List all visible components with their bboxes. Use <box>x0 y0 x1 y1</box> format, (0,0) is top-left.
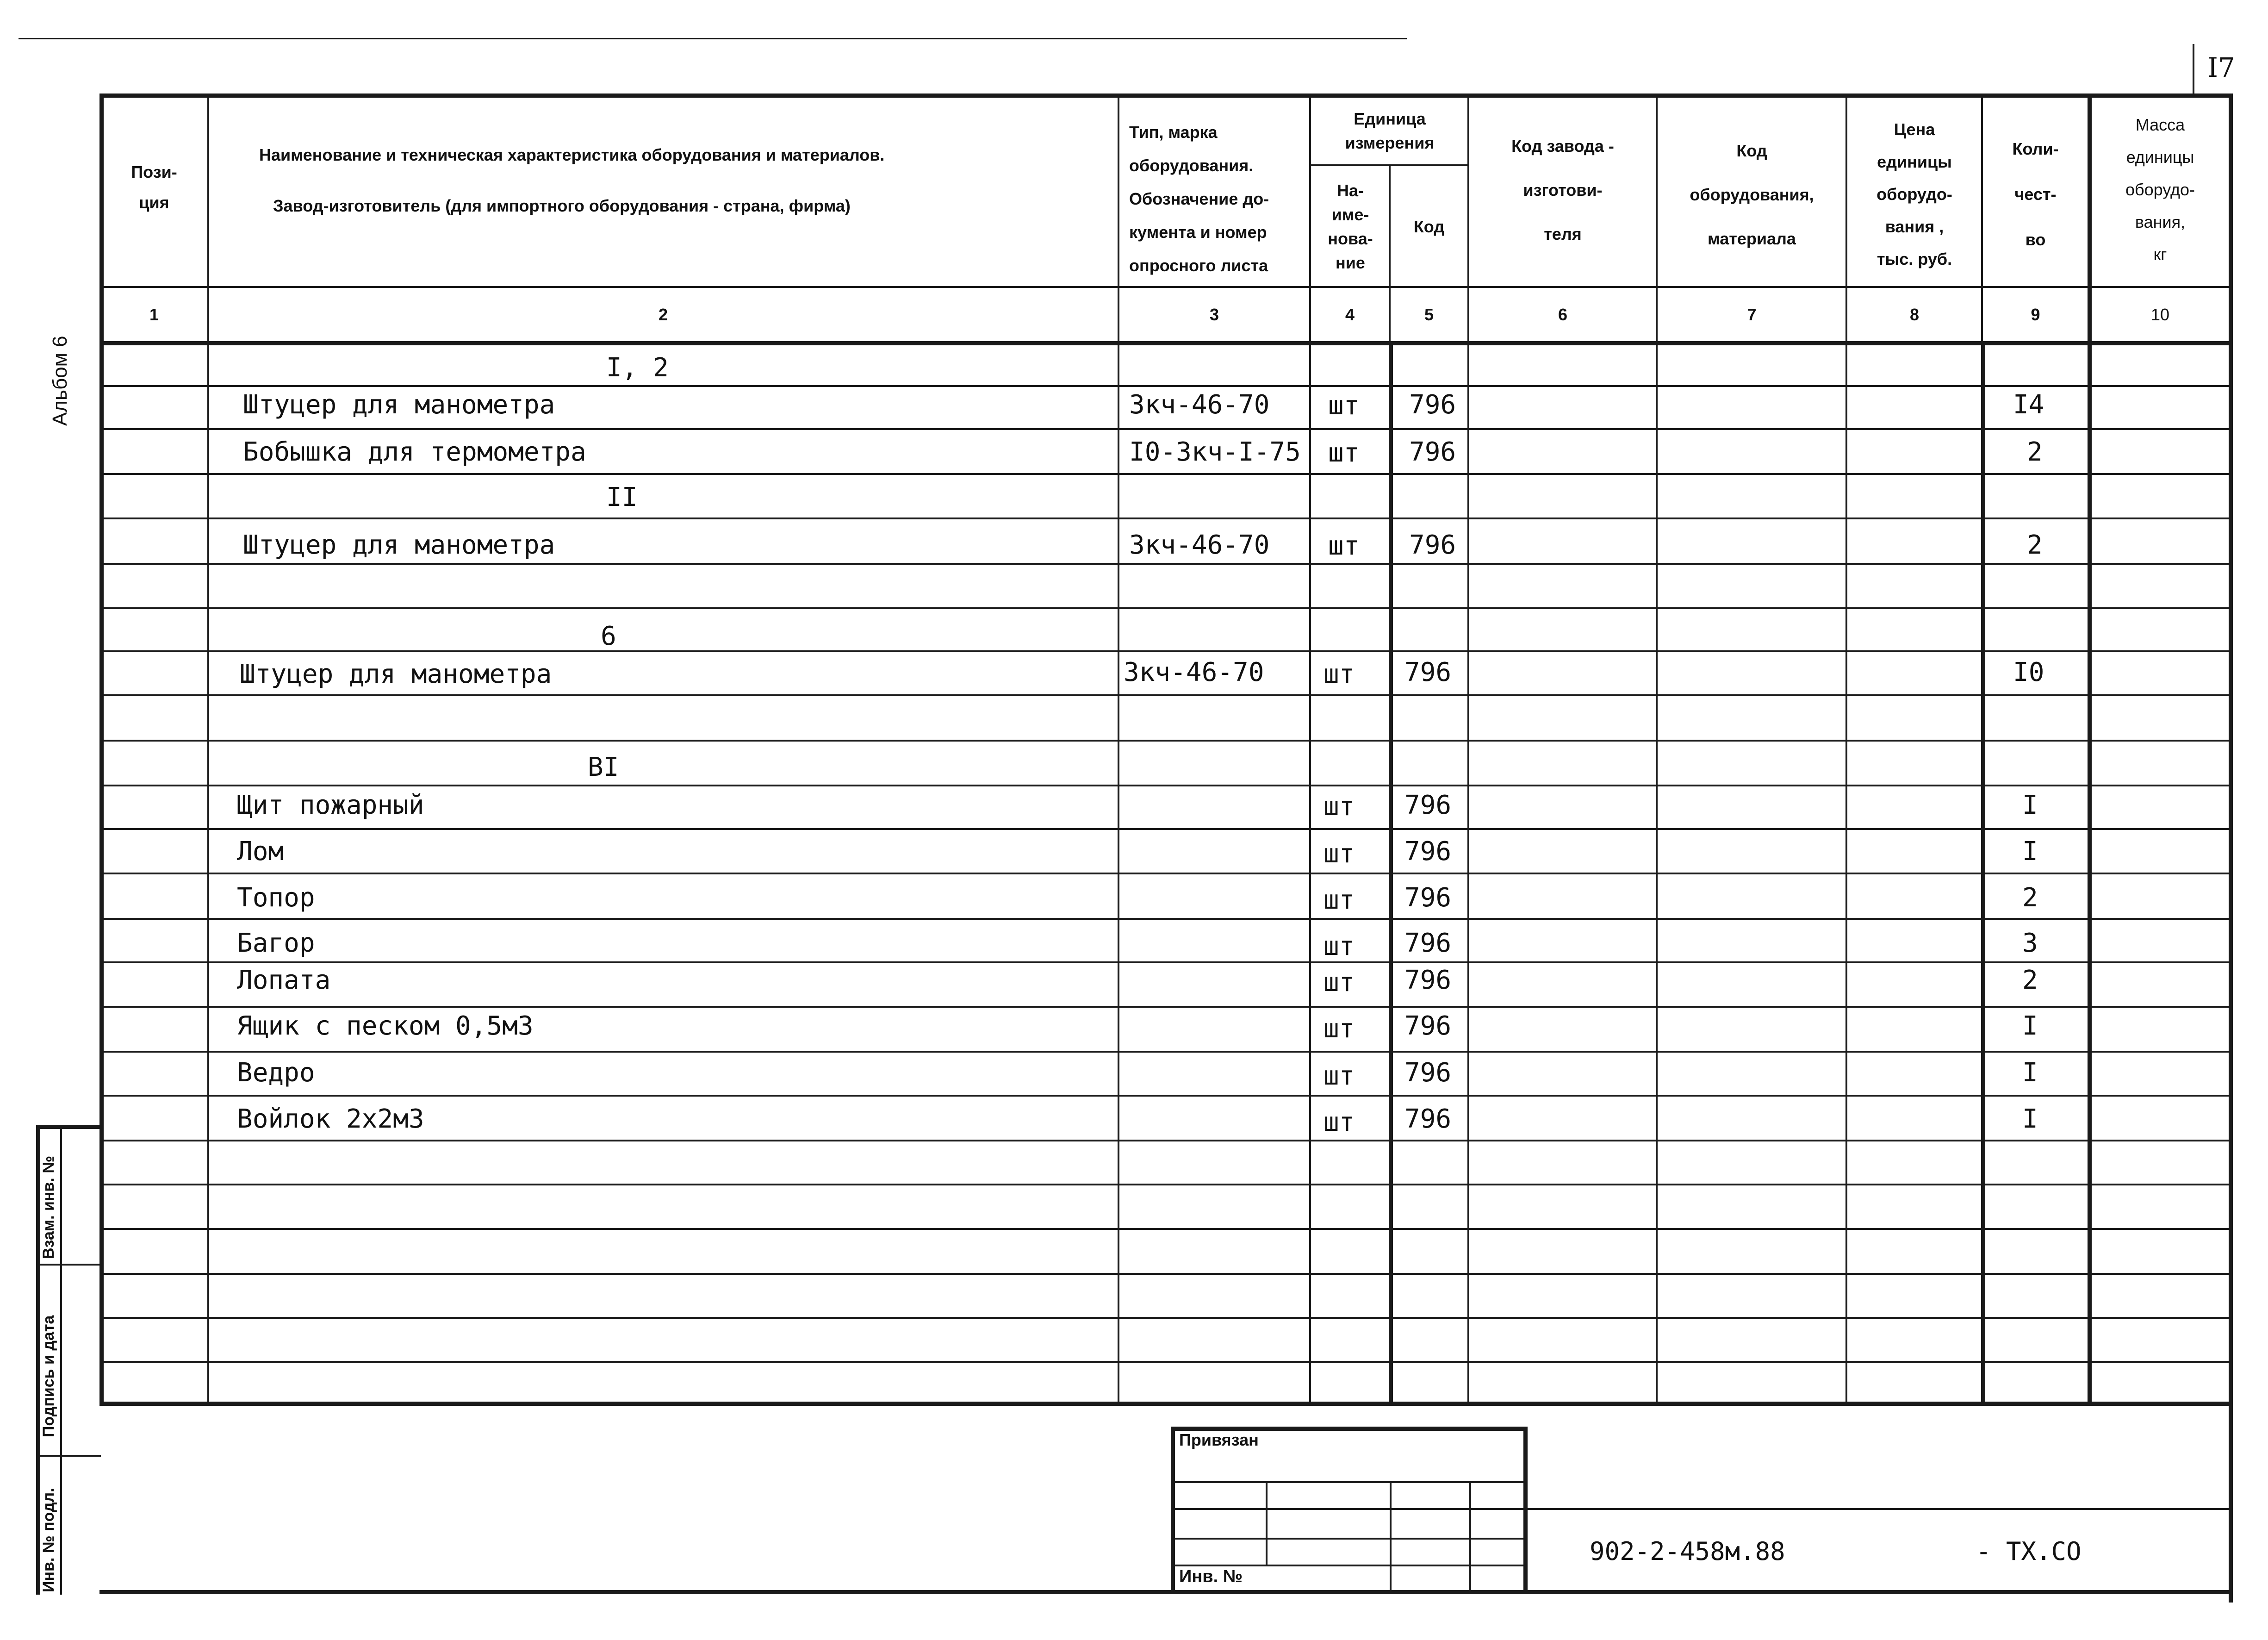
row-type: 3кч-46-70 <box>1129 390 1270 420</box>
colnum-7: 7 <box>1747 305 1757 324</box>
row-name: Ведро <box>237 1058 315 1088</box>
top-rule <box>19 38 1407 39</box>
row-qty: I <box>2022 1058 2038 1088</box>
document-suffix: - ТХ.СО <box>1976 1537 2082 1566</box>
row-qty: I <box>2022 1011 2038 1041</box>
header-type: Тип, марка оборудования. Обозначение до- кумента и номер опросного листа <box>1129 123 1269 275</box>
row-unit: шт <box>1324 792 1355 822</box>
row-code: 796 <box>1409 530 1456 560</box>
colnum-10: 10 <box>2150 305 2170 324</box>
col-line-2 <box>1118 94 1119 1403</box>
col-line-5 <box>1467 94 1469 1403</box>
col-line-6 <box>1656 94 1658 1403</box>
colnum-9: 9 <box>2031 305 2040 324</box>
row-type: 3кч-46-70 <box>1129 530 1270 560</box>
row-name: Штуцер для манометра <box>243 390 555 420</box>
section-title: 6 <box>601 621 616 651</box>
side-stamp-top <box>36 1125 101 1129</box>
row-unit: шт <box>1328 391 1360 421</box>
row-type: I0-3кч-I-75 <box>1129 437 1301 467</box>
page-number-divider <box>2193 44 2194 95</box>
album-label: Альбом 6 <box>49 336 71 426</box>
row-qty: I0 <box>2013 657 2044 687</box>
row-unit: шт <box>1324 1061 1355 1091</box>
section-title: II <box>606 482 638 512</box>
row-qty: I <box>2022 790 2038 820</box>
colnum-4: 4 <box>1345 305 1355 324</box>
page-number: I7 <box>2207 52 2235 83</box>
header-unit-code: Код <box>1413 217 1445 236</box>
header-unit-name: На- име- нова- ние <box>1328 181 1373 272</box>
colnum-1: 1 <box>149 305 159 324</box>
row-unit: шт <box>1324 1107 1355 1137</box>
row-code: 796 <box>1404 1011 1452 1041</box>
row-code: 796 <box>1404 1058 1452 1088</box>
header-unit-group: Единица измерения <box>1345 109 1435 152</box>
row-type: 3кч-46-70 <box>1124 657 1264 687</box>
row-name: Штуцер для манометра <box>243 530 555 560</box>
document-code: 902-2-458м.88 <box>1590 1537 1785 1566</box>
col-line-9 <box>2088 94 2092 1403</box>
bottom-frame-rule <box>99 1590 2233 1594</box>
side-stamp-inner <box>60 1125 62 1595</box>
row-code: 796 <box>1404 928 1452 958</box>
row-name: Топор <box>237 883 315 913</box>
row-unit: шт <box>1324 839 1355 869</box>
row-name: Багор <box>237 928 315 958</box>
row-code: 796 <box>1404 836 1452 867</box>
header-mass: Масса единицы оборудо- вания, кг <box>2125 115 2195 264</box>
row-unit: шт <box>1324 931 1355 961</box>
row-unit: шт <box>1324 659 1355 689</box>
header-factory-code: Код завода - изготови- теля <box>1511 136 1614 243</box>
table-top-border <box>99 94 2233 98</box>
row-name: Ящик с песком 0,5м3 <box>237 1011 534 1041</box>
colnum-3: 3 <box>1209 305 1219 324</box>
row-name: Щит пожарный <box>237 790 424 820</box>
side-label-vzam: Взам. инв. № <box>40 1155 57 1259</box>
colnum-8: 8 <box>1909 305 1920 324</box>
row-unit: шт <box>1328 438 1360 468</box>
colnum-6: 6 <box>1558 305 1568 324</box>
row-code: 796 <box>1409 390 1456 420</box>
side-stamp-divider-2 <box>36 1455 101 1457</box>
header-name-line1: Наименование и техническая характеристика оборудования и материалов. <box>259 145 885 164</box>
section-title: BI <box>588 752 619 782</box>
row-qty: 2 <box>2022 883 2038 913</box>
row-code: 796 <box>1404 883 1452 913</box>
inv-number-label: Инв. № <box>1179 1567 1243 1586</box>
header-position: Пози- ция <box>131 162 177 212</box>
row-qty: I4 <box>2013 390 2044 420</box>
row-name: Войлок 2х2м3 <box>237 1104 424 1134</box>
row-qty: 2 <box>2022 965 2038 995</box>
header-quantity: Коли- чест- во <box>2012 139 2059 249</box>
row-qty: I <box>2022 1104 2038 1134</box>
row-code: 796 <box>1404 790 1452 820</box>
side-label-podpis: Подпись и дата <box>40 1315 57 1437</box>
table-right-border <box>2229 94 2233 1603</box>
header-price: Цена единицы оборудо- вания , тыс. руб. <box>1877 120 1952 268</box>
row-code: 796 <box>1404 965 1452 995</box>
col-line-7 <box>1845 94 1847 1403</box>
row-unit: шт <box>1328 531 1360 561</box>
colnum-2: 2 <box>658 305 668 324</box>
col-line-8 <box>1981 94 1983 343</box>
header-equipment-code: Код оборудования, материала <box>1690 141 1814 248</box>
row-unit: шт <box>1324 1014 1355 1044</box>
unit-subheader-rule <box>1309 164 1467 166</box>
row-name: Лом <box>237 836 284 867</box>
row-name: Штуцер для манометра <box>240 659 552 689</box>
colnum-bottom-border <box>99 341 2233 345</box>
row-qty: 2 <box>2027 437 2043 467</box>
row-unit: шт <box>1324 885 1355 915</box>
row-name: Лопата <box>237 965 331 995</box>
colnum-5: 5 <box>1424 305 1434 324</box>
section-title: I, 2 <box>606 353 669 383</box>
row-unit: шт <box>1324 967 1355 998</box>
attached-label: Привязан <box>1179 1430 1259 1449</box>
side-stamp-divider-1 <box>36 1264 101 1266</box>
row-code: 796 <box>1409 437 1456 467</box>
row-qty: I <box>2022 836 2038 867</box>
row-code: 796 <box>1404 657 1452 687</box>
side-label-inv-podl: Инв. № подл. <box>40 1488 57 1592</box>
header-name-line2: Завод-изготовитель (для импортного оборудования - страна, фирма) <box>273 196 851 215</box>
row-code: 796 <box>1404 1104 1452 1134</box>
row-name: Бобышка для термометра <box>243 437 586 467</box>
row-qty: 3 <box>2022 928 2038 958</box>
row-qty: 2 <box>2027 530 2043 560</box>
